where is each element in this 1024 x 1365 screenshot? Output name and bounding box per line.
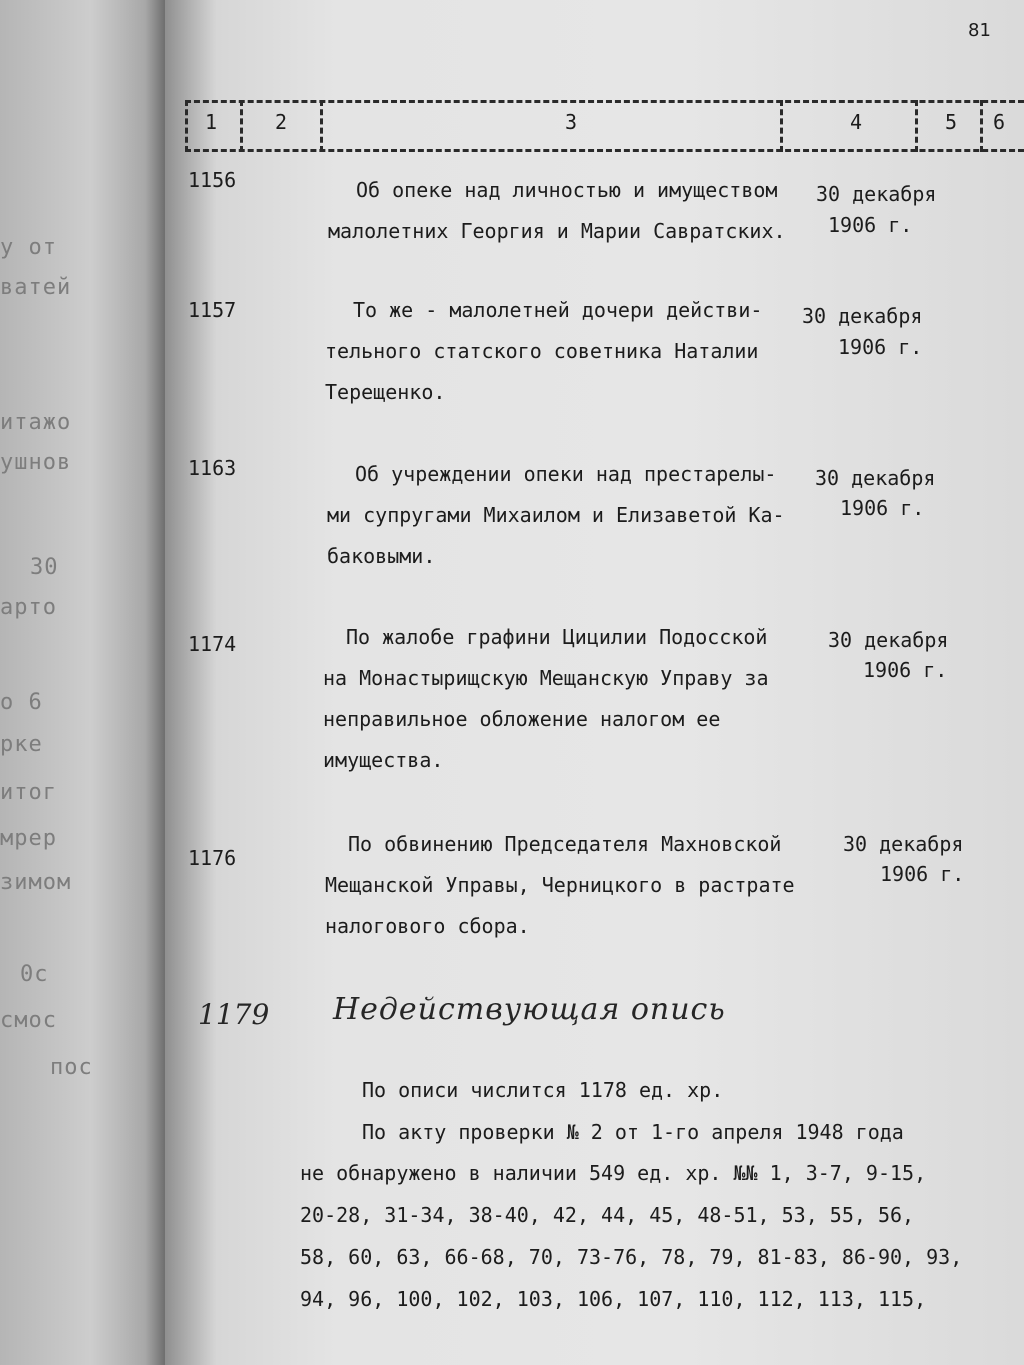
prev-page-fragment: 30	[30, 555, 59, 580]
header-divider	[320, 100, 323, 152]
entry-description-line: По обвинению Председателя Махновской	[348, 832, 782, 856]
entry-description-line: Об опеке над личностью и имуществом	[356, 178, 778, 202]
entry-number: 1156	[188, 168, 237, 192]
header-col-4: 4	[850, 110, 863, 134]
entry-date-line: 30 декабря	[828, 628, 949, 652]
page-number: 81	[968, 20, 991, 41]
prev-page-fragment: мрер	[0, 826, 57, 851]
summary-line: 94, 96, 100, 102, 103, 106, 107, 110, 112, 113, 115,	[300, 1287, 927, 1311]
entry-date-line: 30 декабря	[815, 466, 936, 490]
entry-number: 1176	[188, 846, 237, 870]
entry-description-line: баковыми.	[327, 544, 436, 568]
prev-page-fragment: ушнов	[0, 450, 72, 475]
handwritten-number: 1179	[198, 998, 270, 1031]
entry-number: 1157	[188, 298, 237, 322]
entry-description-line: По жалобе графини Цицилии Подосской	[346, 625, 768, 649]
prev-page-fragment: зимом	[0, 870, 72, 895]
summary-line: По акту проверки № 2 от 1-го апреля 1948 года	[362, 1120, 904, 1144]
prev-page-fragment: арто	[0, 595, 57, 620]
prev-page-fragment: итажо	[0, 410, 72, 435]
entry-description-line: имущества.	[323, 748, 444, 772]
summary-line: не обнаружено в наличии 549 ед. хр. №№ 1, 3-7, 9-15,	[300, 1161, 927, 1185]
entry-date-line: 30 декабря	[802, 304, 923, 328]
entry-description-line: на Монастырищскую Мещанскую Управу за	[323, 666, 769, 690]
entry-description-line: ми супругами Михаилом и Елизаветой Ка-	[327, 503, 785, 527]
entry-date-line: 1906 г.	[863, 658, 948, 682]
entry-number: 1174	[188, 632, 237, 656]
summary-line: 58, 60, 63, 66-68, 70, 73-76, 78, 79, 81-83, 86-90, 93,	[300, 1245, 963, 1269]
entry-description-line: неправильное обложение налогом ее	[323, 707, 721, 731]
prev-page-fragment: пос	[50, 1055, 93, 1080]
prev-page-fragment: ватей	[0, 275, 72, 300]
entry-date-line: 1906 г.	[838, 335, 923, 359]
entry-description-line: Об учреждении опеки над престарелы-	[355, 462, 777, 486]
header-col-3: 3	[565, 110, 578, 134]
entry-date-line: 30 декабря	[843, 832, 964, 856]
entry-description-line: тельного статского советника Наталии	[325, 339, 759, 363]
prev-page-fragment: итог	[0, 780, 57, 805]
handwritten-note: Недействующая опись	[333, 992, 726, 1027]
header-divider	[185, 100, 188, 152]
header-divider	[240, 100, 243, 152]
entry-date-line: 30 декабря	[816, 182, 937, 206]
entry-description-line: Терещенко.	[325, 380, 446, 404]
prev-page-fragment: рке	[0, 732, 43, 757]
entry-date-line: 1906 г.	[840, 496, 925, 520]
header-col-1: 1	[205, 110, 218, 134]
entry-number: 1163	[188, 456, 237, 480]
header-divider	[915, 100, 918, 152]
entry-description-line: малолетних Георгия и Марии Савратских.	[328, 219, 786, 243]
previous-page-edge	[0, 0, 165, 1365]
header-top-line	[185, 100, 1024, 103]
prev-page-fragment: у от	[0, 235, 57, 260]
summary-line: 20-28, 31-34, 38-40, 42, 44, 45, 48-51, 53, 55, 56,	[300, 1203, 915, 1227]
header-col-5: 5	[945, 110, 958, 134]
header-col-6: 6	[993, 110, 1006, 134]
prev-page-fragment: о 6	[0, 690, 43, 715]
prev-page-fragment: 0с	[20, 962, 49, 987]
table-header	[185, 100, 1024, 152]
prev-page-fragment: смос	[0, 1008, 57, 1033]
header-divider	[780, 100, 783, 152]
entry-description-line: Мещанской Управы, Черницкого в растрате	[325, 873, 795, 897]
entry-date-line: 1906 г.	[880, 862, 965, 886]
summary-line: По описи числится 1178 ед. хр.	[362, 1078, 724, 1102]
entry-description-line: налогового сбора.	[325, 914, 530, 938]
entry-description-line: То же - малолетней дочери действи-	[353, 298, 763, 322]
header-col-2: 2	[275, 110, 288, 134]
header-divider	[980, 100, 983, 152]
entry-date-line: 1906 г.	[828, 213, 913, 237]
header-bottom-line	[185, 149, 1024, 152]
